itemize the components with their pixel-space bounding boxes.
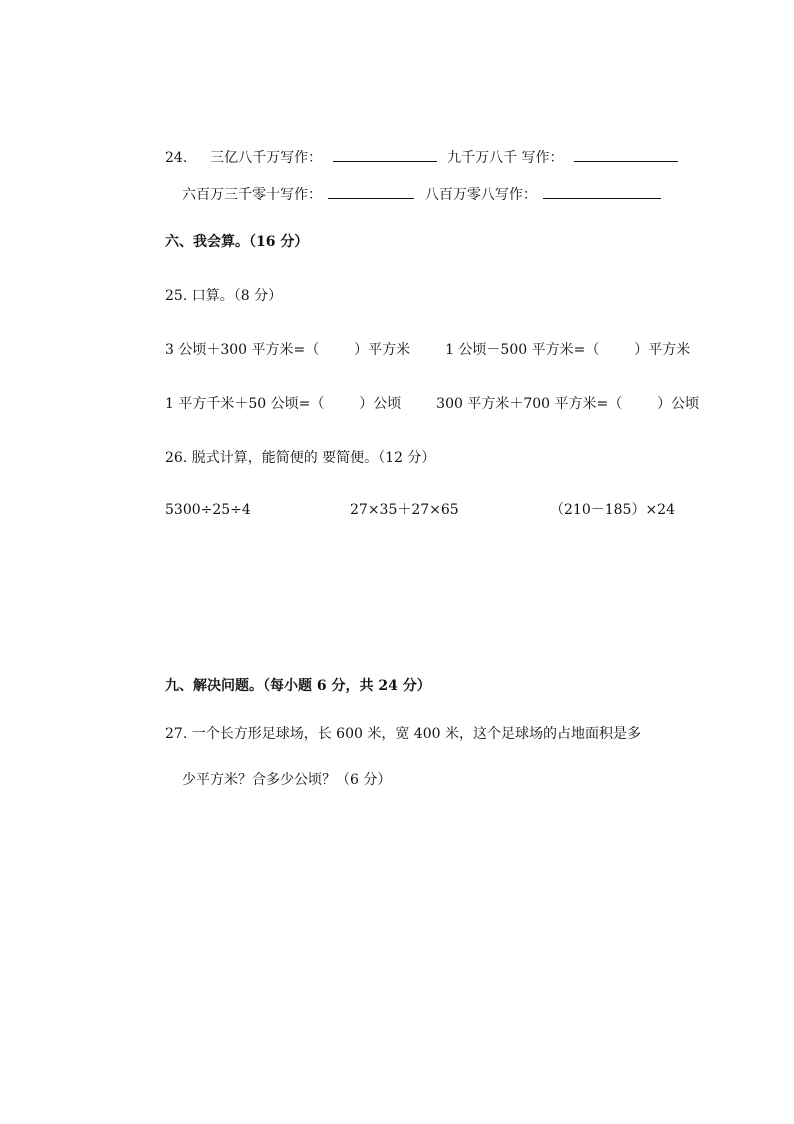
section-6-heading: 六、我会算。（16 分） bbox=[165, 234, 309, 250]
q24-b-label: 九千万八千 写作： bbox=[447, 150, 564, 166]
q24-row-1 bbox=[165, 147, 684, 168]
q25-r2a-prefix: 1 平方千米＋50 公顷=（ bbox=[165, 396, 325, 412]
q26-expr-2: 27×35＋27×65 bbox=[350, 502, 459, 518]
q25-r1b-suffix: ）平方米 bbox=[634, 342, 691, 358]
q25-title: 25. 口算。（8 分） bbox=[165, 288, 283, 304]
q24-row-2 bbox=[182, 184, 667, 205]
q26-expr-3: （210－185）×24 bbox=[550, 502, 675, 518]
q24-a-label: 三亿八千万写作： bbox=[210, 150, 323, 166]
q24-d-label: 八百万零八写作： bbox=[424, 187, 537, 203]
q26-title: 26. 脱式计算，能简便的 要简便。（12 分） bbox=[165, 450, 436, 466]
q27-line-2: 少平方米？合多少公顷？（6 分） bbox=[182, 772, 392, 788]
q25-row-2 bbox=[165, 394, 699, 414]
q24-c-answer-blank[interactable] bbox=[328, 184, 414, 199]
q27-line-1: 27. 一个长方形足球场，长 600 米，宽 400 米，这个足球场的占地面积是多 bbox=[165, 726, 641, 742]
q25-r2b-prefix: 300 平方米＋700 平方米=（ bbox=[436, 396, 623, 412]
q24-c-label: 六百万三千零十写作： bbox=[182, 187, 322, 203]
q25-r2a-suffix: ）公顷 bbox=[359, 396, 402, 412]
q25-r2b-suffix: ）公顷 bbox=[657, 396, 700, 412]
q24-a-answer-blank[interactable] bbox=[333, 147, 437, 162]
q24-number: 24. bbox=[165, 150, 188, 166]
q25-r1a-suffix: ）平方米 bbox=[354, 342, 411, 358]
section-9-heading: 九、解决问题。（每小题 6 分，共 24 分） bbox=[165, 678, 431, 694]
q25-row-1 bbox=[165, 340, 690, 360]
q24-d-answer-blank[interactable] bbox=[543, 184, 661, 199]
q25-r1a-prefix: 3 公顷＋300 平方米=（ bbox=[165, 342, 320, 358]
q24-b-answer-blank[interactable] bbox=[574, 147, 678, 162]
q26-expr-1: 5300÷25÷4 bbox=[165, 502, 251, 518]
q25-r1b-prefix: 1 公顷－500 平方米=（ bbox=[445, 342, 600, 358]
